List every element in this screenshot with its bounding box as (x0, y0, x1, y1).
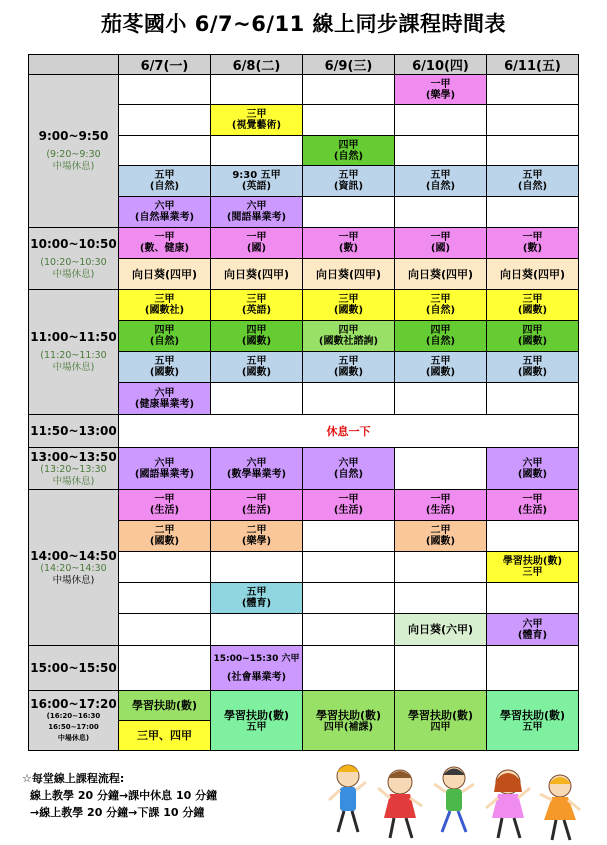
class-label: 三甲 (246, 109, 267, 120)
class-subject: (體育) (517, 629, 548, 641)
class-cell (395, 75, 487, 105)
class-subject: (英語) (241, 181, 272, 192)
class-cell (487, 228, 579, 259)
cell-empty (303, 646, 395, 691)
class-label: 一甲 (430, 494, 451, 505)
cell-empty (119, 614, 211, 646)
class-cell (119, 321, 211, 352)
time-11-50 (29, 415, 119, 448)
class-cell (119, 352, 211, 383)
class-cell (211, 490, 303, 521)
class-subject: (樂學) (425, 89, 456, 101)
class-cell (119, 197, 211, 228)
class-label: 四甲 (154, 325, 175, 336)
class-cell (395, 321, 487, 352)
kid-4 (486, 770, 530, 838)
class-subject: (數) (522, 243, 543, 254)
kid-3 (434, 767, 474, 832)
cell-empty (211, 614, 303, 646)
class-subject: (生活) (425, 505, 456, 516)
class-label: 三甲 (246, 294, 267, 305)
class-subject: (自然) (333, 468, 364, 480)
class-subject: (數學畢業考) (226, 468, 287, 480)
class-label: 五甲 (338, 170, 359, 181)
class-subject: 四甲 (430, 721, 451, 733)
class-subject: (自然) (149, 336, 180, 347)
class-subject: (國數) (149, 536, 180, 547)
class-subject: (英語) (241, 305, 272, 316)
class-label: 二甲 (246, 525, 267, 536)
class-cell (303, 448, 395, 490)
class-label: 六甲 (246, 201, 267, 212)
class-subject: (國數) (149, 367, 180, 378)
class-cell (395, 521, 487, 552)
class-label: 五甲 (246, 356, 267, 367)
class-subject: (生活) (241, 505, 272, 516)
cell-empty (487, 646, 579, 691)
time-11-00 (29, 290, 119, 415)
class-cell (211, 583, 303, 614)
course-flow-notes (22, 770, 217, 821)
cell-empty (303, 197, 395, 228)
cell-empty (303, 552, 395, 583)
class-cell (119, 521, 211, 552)
cell-empty (303, 75, 395, 105)
children-illustration (326, 760, 586, 842)
class-cell (211, 105, 303, 136)
cell-empty (211, 383, 303, 415)
class-subject: (閱語畢業考) (226, 212, 287, 223)
class-cell (211, 646, 303, 691)
class-subject: 三甲 (522, 567, 543, 578)
cell-empty (303, 521, 395, 552)
class-subject: (數) (338, 243, 359, 254)
time-break-2: 16:50~17:00 (48, 723, 99, 731)
kid-5 (540, 775, 580, 840)
time-14-00 (29, 490, 119, 646)
class-subject: (生活) (149, 505, 180, 516)
time-label: 16:00~17:20 (30, 697, 117, 711)
class-label: 學習扶助(數) (315, 708, 382, 722)
time-label: 11:00~11:50 (30, 330, 117, 344)
class-label: 四甲 (338, 139, 359, 151)
time-label: 14:00~14:50 (30, 548, 117, 563)
cell-empty (119, 75, 211, 105)
class-cell (303, 228, 395, 259)
class-cell: 學習扶助(數) (119, 691, 211, 721)
sunflower-cell: 向日葵(四甲) (211, 259, 303, 290)
class-cell (303, 136, 395, 166)
class-label: 三甲 (430, 294, 451, 305)
class-label: 六甲 (154, 387, 175, 399)
cell-empty (395, 383, 487, 415)
class-cell (119, 228, 211, 259)
class-subject: (國數) (517, 468, 548, 480)
class-subject: (樂學) (241, 536, 272, 547)
class-subject: (國數) (241, 367, 272, 378)
class-subject: 五甲 (246, 721, 267, 733)
kid-1 (329, 765, 366, 832)
class-label: 四甲 (522, 325, 543, 336)
class-label: 一甲 (522, 494, 543, 505)
class-label: 三甲 (154, 294, 175, 305)
time-break-3: 中場休息) (57, 734, 90, 742)
class-subject: (國數) (517, 305, 548, 316)
class-label: 五甲 (246, 587, 267, 598)
class-label: 一甲 (430, 232, 451, 243)
class-cell (211, 352, 303, 383)
time-13-00 (29, 448, 119, 490)
class-cell (119, 290, 211, 321)
time-label: 15:00~15:50 (30, 661, 117, 675)
notes-line: →線上教學 20 分鐘→下課 10 分鐘 (30, 806, 205, 819)
time-break: (9:20~9:30 (46, 149, 101, 160)
class-label: 六甲 (522, 618, 543, 630)
header-wed: 6/9(三) (303, 55, 395, 75)
class-subject: (自然) (517, 181, 548, 192)
class-cell (487, 448, 579, 490)
class-label: 15:00~15:30 六甲 (213, 653, 300, 664)
class-subject: (國數社) (144, 305, 185, 316)
time-label: 10:00~10:50 (30, 236, 117, 251)
class-label: 五甲 (522, 356, 543, 367)
time-break: (11:20~11:30 (40, 350, 107, 361)
class-label: 六甲 (154, 457, 175, 469)
cell-empty (395, 136, 487, 166)
class-label: 五甲 (154, 356, 175, 367)
class-label: 學習扶助(數) (407, 708, 474, 722)
class-subject: (國數) (425, 367, 456, 378)
time-break-2: 中場休息) (52, 574, 95, 586)
cell-empty (303, 105, 395, 136)
class-label: 一甲 (154, 232, 175, 243)
time-break-2: 中場休息) (52, 161, 95, 172)
cell-empty (487, 105, 579, 136)
class-label: 四甲 (246, 325, 267, 336)
class-label: 一甲 (338, 494, 359, 505)
class-label: 五甲 (430, 356, 451, 367)
time-label: 11:50~13:00 (30, 424, 117, 438)
class-cell (487, 490, 579, 521)
class-cell (487, 552, 579, 583)
cell-empty (119, 105, 211, 136)
class-subject: (國數) (241, 336, 272, 347)
time-break: (16:20~16:30 (46, 712, 101, 720)
class-cell (303, 691, 395, 751)
class-label: 9:30 五甲 (232, 170, 281, 181)
notes-heading: ☆每堂線上課程流程: (22, 772, 125, 785)
class-label: 一甲 (154, 494, 175, 505)
class-label: 三甲 (338, 294, 359, 305)
header-mon: 6/7(一) (119, 55, 211, 75)
class-cell (487, 321, 579, 352)
class-subject: (自然畢業考) (134, 212, 195, 223)
time-10-00 (29, 228, 119, 290)
class-cell (211, 290, 303, 321)
timetable (28, 54, 579, 751)
time-16-00 (29, 691, 119, 751)
class-subject: (自然) (425, 181, 456, 192)
cell-empty (119, 646, 211, 691)
cell-empty (487, 197, 579, 228)
class-subject: 五甲 (522, 721, 543, 733)
class-label: 五甲 (522, 170, 543, 181)
class-label: 學習扶助(數) (502, 556, 563, 567)
time-break: (13:20~13:30 (40, 463, 107, 475)
time-break: (14:20~14:30 (40, 562, 107, 574)
class-label: 一甲 (522, 232, 543, 243)
class-cell (211, 448, 303, 490)
class-label: 四甲 (338, 325, 359, 336)
class-subject: (自然) (425, 305, 456, 316)
class-label: 一甲 (246, 232, 267, 243)
header-row (29, 55, 579, 75)
class-cell (395, 490, 487, 521)
time-label: 13:00~13:50 (30, 449, 117, 464)
class-cell (395, 166, 487, 197)
class-cell (303, 352, 395, 383)
header-thu: 6/10(四) (395, 55, 487, 75)
cell-empty (395, 646, 487, 691)
class-subject: (自然) (149, 181, 180, 192)
cell-empty (487, 136, 579, 166)
class-subject: (數、健康) (139, 243, 190, 254)
header-tue: 6/8(二) (211, 55, 303, 75)
class-subject: (資訊) (333, 181, 364, 192)
class-label: 五甲 (154, 170, 175, 181)
cell-empty (395, 583, 487, 614)
notes-line: 線上教學 20 分鐘→課中休息 10 分鐘 (30, 789, 218, 802)
cell-empty (303, 383, 395, 415)
sunflower-cell: 向日葵(六甲) (395, 614, 487, 646)
class-subject: (社會畢業考) (226, 671, 287, 683)
cell-empty (211, 75, 303, 105)
header-corner (29, 55, 119, 75)
time-9-00 (29, 75, 119, 228)
class-subject: (自然) (425, 336, 456, 347)
kid-2 (378, 770, 422, 838)
class-subject: (國語畢業考) (134, 468, 195, 480)
class-subject: (國數) (517, 367, 548, 378)
cell-empty (395, 552, 487, 583)
cell-empty (395, 105, 487, 136)
class-cell (211, 197, 303, 228)
cell-empty (487, 383, 579, 415)
class-label: 一甲 (246, 494, 267, 505)
class-label: 五甲 (430, 170, 451, 181)
cell-empty (395, 197, 487, 228)
class-subject: (國) (246, 243, 267, 254)
time-15-00 (29, 646, 119, 691)
cell-empty (487, 521, 579, 552)
class-cell (211, 521, 303, 552)
class-cell (303, 490, 395, 521)
sunflower-cell: 向日葵(四甲) (303, 259, 395, 290)
class-label: 一甲 (430, 78, 451, 90)
class-label: 學習扶助(數) (223, 708, 290, 722)
class-cell (487, 290, 579, 321)
class-cell (303, 166, 395, 197)
class-label: 二甲 (154, 525, 175, 536)
time-break-2: 中場休息) (52, 475, 95, 487)
cell-empty (211, 552, 303, 583)
time-break-2: 中場休息) (52, 268, 95, 280)
class-subject: (國數社諮詢) (318, 336, 379, 347)
cell-empty (487, 583, 579, 614)
class-cell (303, 321, 395, 352)
cell-empty (211, 136, 303, 166)
class-subject: (生活) (333, 505, 364, 516)
class-subject: (國數) (425, 536, 456, 547)
class-label: 六甲 (246, 457, 267, 469)
sunflower-cell: 向日葵(四甲) (395, 259, 487, 290)
rest-cell: 休息一下 (119, 415, 579, 448)
class-label: 五甲 (338, 356, 359, 367)
class-cell (487, 352, 579, 383)
class-label: 三甲 (522, 294, 543, 305)
class-subject: (視覺藝術) (231, 120, 282, 131)
header-fri: 6/11(五) (487, 55, 579, 75)
sunflower-cell: 向日葵(四甲) (487, 259, 579, 290)
class-cell (303, 290, 395, 321)
time-label: 9:00~9:50 (38, 129, 109, 143)
cell-empty (487, 75, 579, 105)
class-subject: (國數) (333, 367, 364, 378)
class-cell (395, 290, 487, 321)
class-subject: (體育) (241, 598, 272, 609)
class-cell: 三甲、四甲 (119, 721, 211, 751)
class-cell (211, 321, 303, 352)
cell-empty (303, 583, 395, 614)
time-break: (10:20~10:30 (40, 256, 107, 268)
class-cell (119, 490, 211, 521)
cell-empty (395, 448, 487, 490)
class-cell (119, 383, 211, 415)
cell-empty (119, 552, 211, 583)
class-subject: 四甲(補課) (323, 721, 374, 733)
class-cell (395, 691, 487, 751)
class-label: 學習扶助(數) (499, 708, 566, 722)
class-label: 六甲 (338, 457, 359, 469)
class-cell (395, 228, 487, 259)
class-subject: (國數) (517, 336, 548, 347)
class-subject: (自然) (333, 150, 364, 162)
cell-empty (119, 136, 211, 166)
class-subject: (國數) (333, 305, 364, 316)
cell-empty (303, 614, 395, 646)
class-label: 一甲 (338, 232, 359, 243)
class-label: 四甲 (430, 325, 451, 336)
class-label: 二甲 (430, 525, 451, 536)
time-break-2: 中場休息) (52, 362, 95, 373)
class-cell (211, 691, 303, 751)
class-subject: (健康畢業考) (134, 398, 195, 410)
page-title: 茄苳國小 6/7~6/11 線上同步課程時間表 (100, 12, 507, 36)
class-cell (487, 614, 579, 646)
class-cell (487, 166, 579, 197)
class-subject: (生活) (517, 505, 548, 516)
cell-empty (119, 583, 211, 614)
class-cell (487, 691, 579, 751)
class-subject: (國) (430, 243, 451, 254)
class-cell (211, 166, 303, 197)
class-cell (211, 228, 303, 259)
class-label: 六甲 (522, 457, 543, 469)
class-cell (119, 448, 211, 490)
sunflower-cell: 向日葵(四甲) (119, 259, 211, 290)
class-cell (395, 352, 487, 383)
class-cell (119, 166, 211, 197)
class-label: 六甲 (154, 201, 175, 212)
